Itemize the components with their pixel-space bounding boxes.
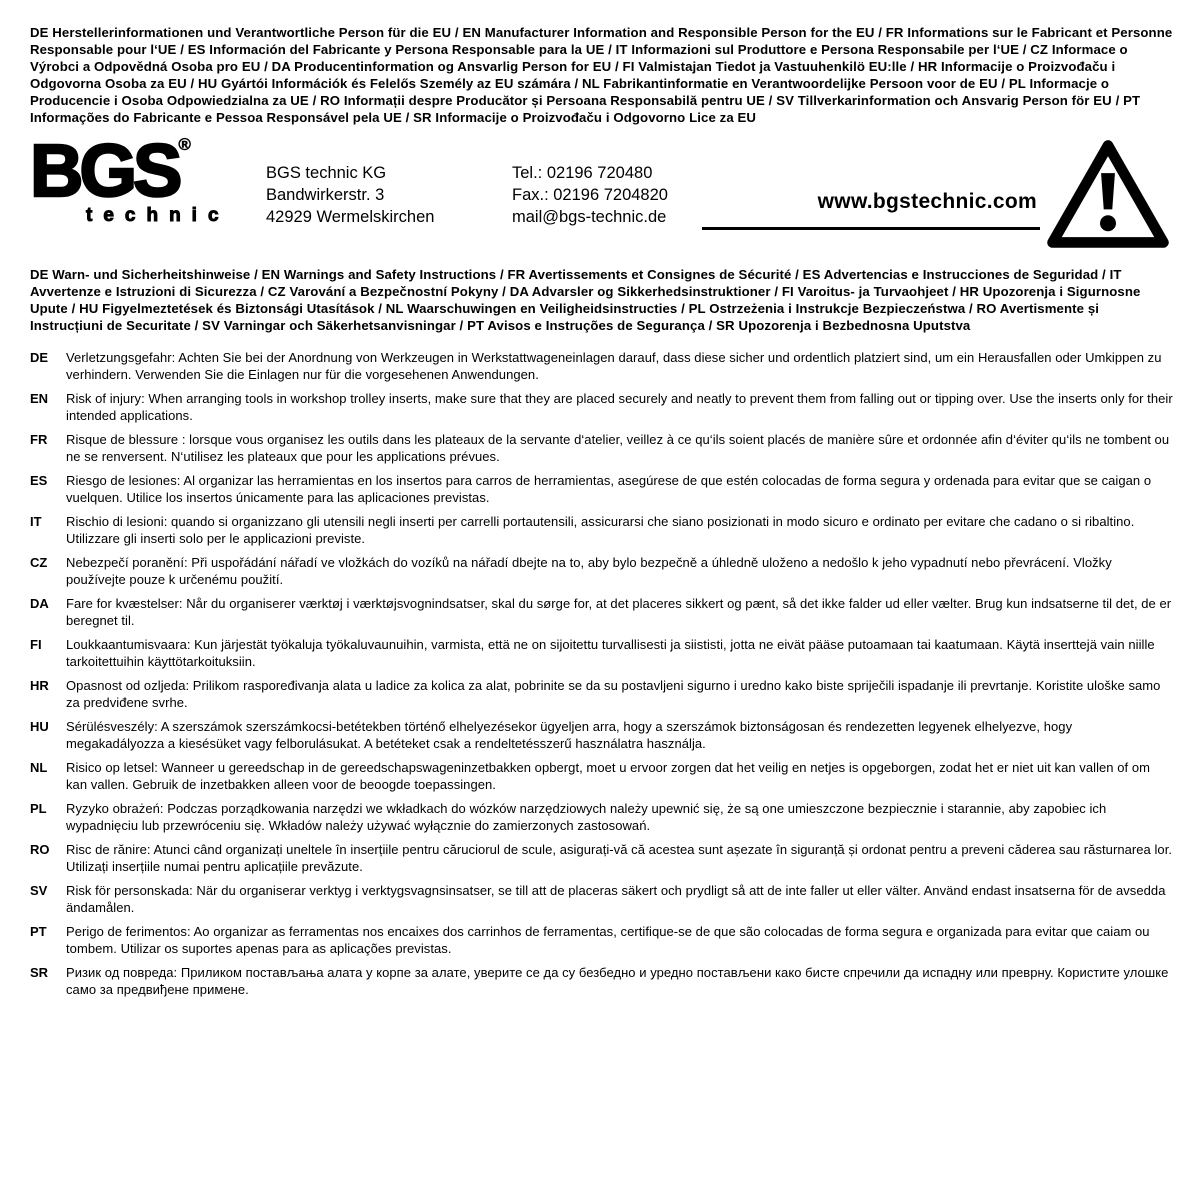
warning-text: Opasnost od ozljeda: Prilikom raspoređivanja alata u ladice za kolica za alat, pobrinite se da su postavljeni sigurno i uredno kako biste spriječili ispadanje ili prevrtanje. Koristite uloške samo za predviđene svrhe. (66, 678, 1161, 710)
warning-row (30, 841, 1174, 875)
warning-language-code: DE (30, 350, 49, 365)
warning-language-code: HU (30, 719, 49, 734)
warning-row (30, 923, 1174, 957)
warning-language-code: FI (30, 637, 42, 652)
company-fax: Fax.: 02196 7204820 (512, 186, 668, 204)
warning-text: Risk of injury: When arranging tools in workshop trolley inserts, make sure that they are placed securely and neatly to prevent them from falling out or tipping over. Use the inserts only for their intended applications. (66, 391, 1173, 423)
warning-language-code: CZ (30, 555, 48, 570)
warning-row (30, 472, 1174, 506)
company-contact (512, 162, 668, 228)
warning-language-code: FR (30, 432, 48, 447)
warnings-list (30, 349, 1174, 998)
warning-text: Sérülésveszély: A szerszámok szerszámkocsi-betétekben történő elhelyezésekor ügyeljen arra, hogy a szerszámok biztonságosan és rendezetten legyenek elhelyezve, hogy megakadályozza a kiesésüket vagy felborulásukat. A betéteket csak a rendeltetésszerű használatra használja. (66, 719, 1073, 751)
warning-text: Risc de rănire: Atunci când organizați uneltele în inserțiile pentru căruciorul de scule, asigurați-vă că acestea sunt așezate în siguranță și ordonat pentru a preveni căderea sau răsturnarea lor. Utilizați inserțiile numai pentru aplicațiile prevăzute. (66, 842, 1173, 874)
warning-row (30, 554, 1174, 588)
warning-language-code: PT (30, 924, 47, 939)
warning-language-code: ES (30, 473, 48, 488)
warning-text: Loukkaantumisvaara: Kun järjestät työkaluja työkaluvaunuihin, varmista, että ne on sijoitettu turvallisesti ja siististi, jotta ne eivät pääse putoamaan tai kaatumaan. Käytä inserttejä vain niille tarkoitettuihin käyttötarkoituksiin. (66, 637, 1155, 669)
warning-row (30, 390, 1174, 424)
warning-row (30, 595, 1174, 629)
warning-text: Verletzungsgefahr: Achten Sie bei der Anordnung von Werkzeugen in Werkstattwageneinlagen darauf, dass diese sicher und ordentlich platziert sind, um ein Herausfallen oder Umkippen zu verhindern. Verwenden Sie die Einlagen nur für die vorgesehenen Anwendungen. (66, 350, 1162, 382)
warning-language-code: HR (30, 678, 49, 693)
company-phone: Tel.: 02196 720480 (512, 164, 653, 182)
warning-language-code: PL (30, 801, 47, 816)
warning-text: Perigo de ferimentos: Ao organizar as ferramentas nos encaixes dos carrinhos de ferramentas, certifique-se de que são colocadas de forma segura e organizada para evitar que caiam ou tombem. Utilizar os suportes apenas para as aplicações previstas. (66, 924, 1150, 956)
warning-row (30, 759, 1174, 793)
warning-row (30, 431, 1174, 465)
warning-row (30, 718, 1174, 752)
warning-row (30, 964, 1174, 998)
warning-row (30, 349, 1174, 383)
warning-language-code: SR (30, 965, 49, 980)
warning-text: Ризик од повреда: Приликом постављања алата у корпе за алате, уверите се да су безбедно и уредно постављени како бисте спречили да испадну или преврну. Користите улошке само за предвиђене примене. (66, 965, 1169, 997)
manufacturer-info-header: DE Herstellerinformationen und Verantwortliche Person für die EU / EN Manufacturer Information and Responsible Person for the EU / FR Informations sur le Fabricant et Personne Responsable pour l‘UE / ES Información del Fabricante y Persona Responsable para la UE / IT Informazioni sul Produttore e Persona Responsabile per l‘UE / CZ Informace o Výrobci a Odpovědná Osoba pro EU / DA Producentinformation og Ansvarlig Person for EU / FI Valmistajan Tiedot ja Vastuuhenkilö EU:lle / HR Informacije o Proizvođaču i Odgovorna Osoba za EU / HU Gyártói Információk és Felelős Személy az EU számára / NL Fabrikantinformatie en Verantwoordelijke Persoon voor de EU / PL Informacje o Producencie i Osoba Odpowiedzialna za UE / RO Informații despre Producător și Persoana Responsabilă pentru UE / SV Tillverkarinformation och Ansvarig Person för EU / PT Informações do Fabricante e Pessoa Responsável pela UE / SR Informacije o Proizvođaču i Odgovorno Lice za EU (30, 25, 1173, 125)
warning-language-code: IT (30, 514, 42, 529)
letterhead (30, 129, 1174, 253)
bgs-logo-wordmark: BGS® (30, 129, 191, 212)
company-address (266, 162, 434, 228)
warning-row (30, 800, 1174, 834)
warning-row (30, 636, 1174, 670)
company-email: mail@bgs-technic.de (512, 208, 667, 226)
warning-language-code: EN (30, 391, 49, 406)
warning-text: Nebezpečí poranění: Při uspořádání nářadí ve vložkách do vozíků na nářadí dbejte na to, aby bylo bezpečně a úhledně uloženo a nedošlo k jeho vypadnutí nebo převrácení. Vložky používejte pouze k určenému použití. (66, 555, 1112, 587)
warning-language-code: SV (30, 883, 48, 898)
company-city: 42929 Wermelskirchen (266, 208, 435, 226)
warning-text: Riesgo de lesiones: Al organizar las herramientas en los insertos para carros de herramientas, asegúrese de que estén colocadas de forma segura y ordenada para evitar que se caigan o vuelquen. Utilice los insertos únicamente para las aplicaciones previstas. (66, 473, 1152, 505)
warning-language-code: DA (30, 596, 49, 611)
warning-text: Risque de blessure : lorsque vous organisez les outils dans les plateaux de la servante d‘atelier, veillez à ce qu‘ils soient placés de manière sûre et ordonnée afin d‘éviter qu‘ils ne tombent ou ne se renversent. N‘utilisez les plateaux que pour les applications prévues. (66, 432, 1170, 464)
company-name: BGS technic KG (266, 164, 387, 182)
warning-row (30, 513, 1174, 547)
warning-triangle-icon (1044, 138, 1172, 256)
warning-language-code: RO (30, 842, 50, 857)
warning-text: Rischio di lesioni: quando si organizzano gli utensili negli inserti per carrelli portautensili, assicurarsi che siano posizionati in modo sicuro e ordinato per evitare che cadano o si ribaltino. Utilizzare gli inserti solo per le applicazioni previste. (66, 514, 1135, 546)
bgs-logo-technic-label: technic (86, 205, 230, 227)
warning-text: Fare for kvæstelser: Når du organiserer værktøj i værktøjsvognindsatser, skal du sørge for, at det placeres sikkert og pænt, så det ikke falder ud eller vælter. Brug kun indsatserne til det, de er beregnet til. (66, 596, 1172, 628)
safety-warnings-header: DE Warn- und Sicherheitshinweise / EN Warnings and Safety Instructions / FR Avertissements et Consignes de Sécurité / ES Advertencias e Instrucciones de Seguridad / IT Avvertenze e Istruzioni di Sicurezza / CZ Varování a Bezpečnostní Pokyny / DA Advarsler og Sikkerhedsinstruktioner / FI Varoitus- ja Turvaohjeet / HR Upozorenja i Sigurnosne Upute / HU Figyelmeztetések és Biztonsági Utasítások / NL Waarschuwingen en Veiligheidsinstructies / PL Ostrzeżenia i Instrukcje Bezpieczeństwa / RO Avertismente și Instrucțiuni de Securitate / SV Varningar och Säkerhetsanvisningar / PT Avisos e Instruções de Segurança / SR Upozorenja i Bezbednosna Uputstva (30, 267, 1141, 333)
company-website: www.bgstechnic.com (702, 190, 1040, 230)
warning-text: Ryzyko obrażeń: Podczas porządkowania narzędzi we wkładkach do wózków narzędziowych należy upewnić się, że są one umieszczone bezpiecznie i starannie, aby zapobiec ich wypadnięciu lub przewróceniu się. Wkładów należy używać wyłącznie do zamierzonych zastosowań. (66, 801, 1107, 833)
warning-language-code: NL (30, 760, 48, 775)
bgs-logo (30, 129, 245, 227)
warning-row (30, 677, 1174, 711)
warning-row (30, 882, 1174, 916)
company-street: Bandwirkerstr. 3 (266, 186, 385, 204)
warning-text: Risk för personskada: När du organiserar verktyg i verktygsvagnsinsatser, se till att de placeras säkert och prydligt så att de inte faller ut eller välter. Använd endast insatserna för de avsedda ändamålen. (66, 883, 1166, 915)
registered-trademark-icon: ® (178, 135, 191, 154)
warning-text: Risico op letsel: Wanneer u gereedschap in de gereedschapswageninzetbakken opbergt, moet u ervoor zorgen dat het veilig en netjes is opgeborgen, zodat het er niet uit kan vallen of om kan vallen. Gebruik de inzetbakken alleen voor de beoogde toepassingen. (66, 760, 1151, 792)
